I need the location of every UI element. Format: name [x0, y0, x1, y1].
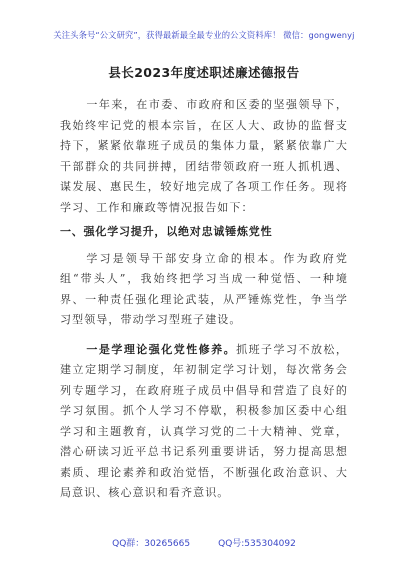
document-title: 县长2023年度述职述廉述德报告 [108, 65, 300, 80]
item-lead: 一是学理论强化党性修养。 [86, 342, 237, 356]
item-paragraph [60, 340, 348, 504]
section-heading: 一、强化学习提升，以绝对忠诚锤炼党性 [60, 225, 273, 238]
section-paragraph: 学习是领导干部安身立命的根本。作为政府党组“带头人”，我始终把学习当成一种觉悟、一种境界、一种责任强化理论武装，从严锤炼党性，争当学习型领导，带动学习型班子建设。 [60, 251, 348, 326]
qq-group-text: QQ群：30265665 [112, 539, 191, 549]
promo-banner[interactable]: 关注头条号“公文研究”，获得最新最全最专业的公文资料库！ 微信：gongwenyj [53, 30, 355, 40]
item-text: 抓班子学习不放松，建立定期学习制度，年初制定学习计划，每次常务会列专题学习，在政府班子成员中倡导和营造了良好的学习氛围。抓个人学习不停歇，积极参加区委中心组学习和主题教育，认真学习党的二十大精神、党章，潜心研读习近平总书记系列重要讲话，努力提高思想素质、理论素养和政治觉悟，不断强化政治意识、大局意识、核心意识和看齐意识。 [60, 342, 348, 499]
qq-number-text: QQ号:535304092 [218, 539, 296, 549]
intro-paragraph: 一年来，在市委、市政府和区委的坚强领导下，我始终牢记党的根本宗旨，在区人大、政协的监督支持下，紧紧依靠班子成员的集体力量，紧紧依靠广大干部群众的共同拼搏，团结带领政府一班人抓机遇、谋发展、惠民生，较好地完成了各项工作任务。现将学习、工作和廉政等情况报告如下： [60, 98, 348, 214]
contact-footer [0, 536, 408, 549]
document-body [60, 95, 348, 504]
